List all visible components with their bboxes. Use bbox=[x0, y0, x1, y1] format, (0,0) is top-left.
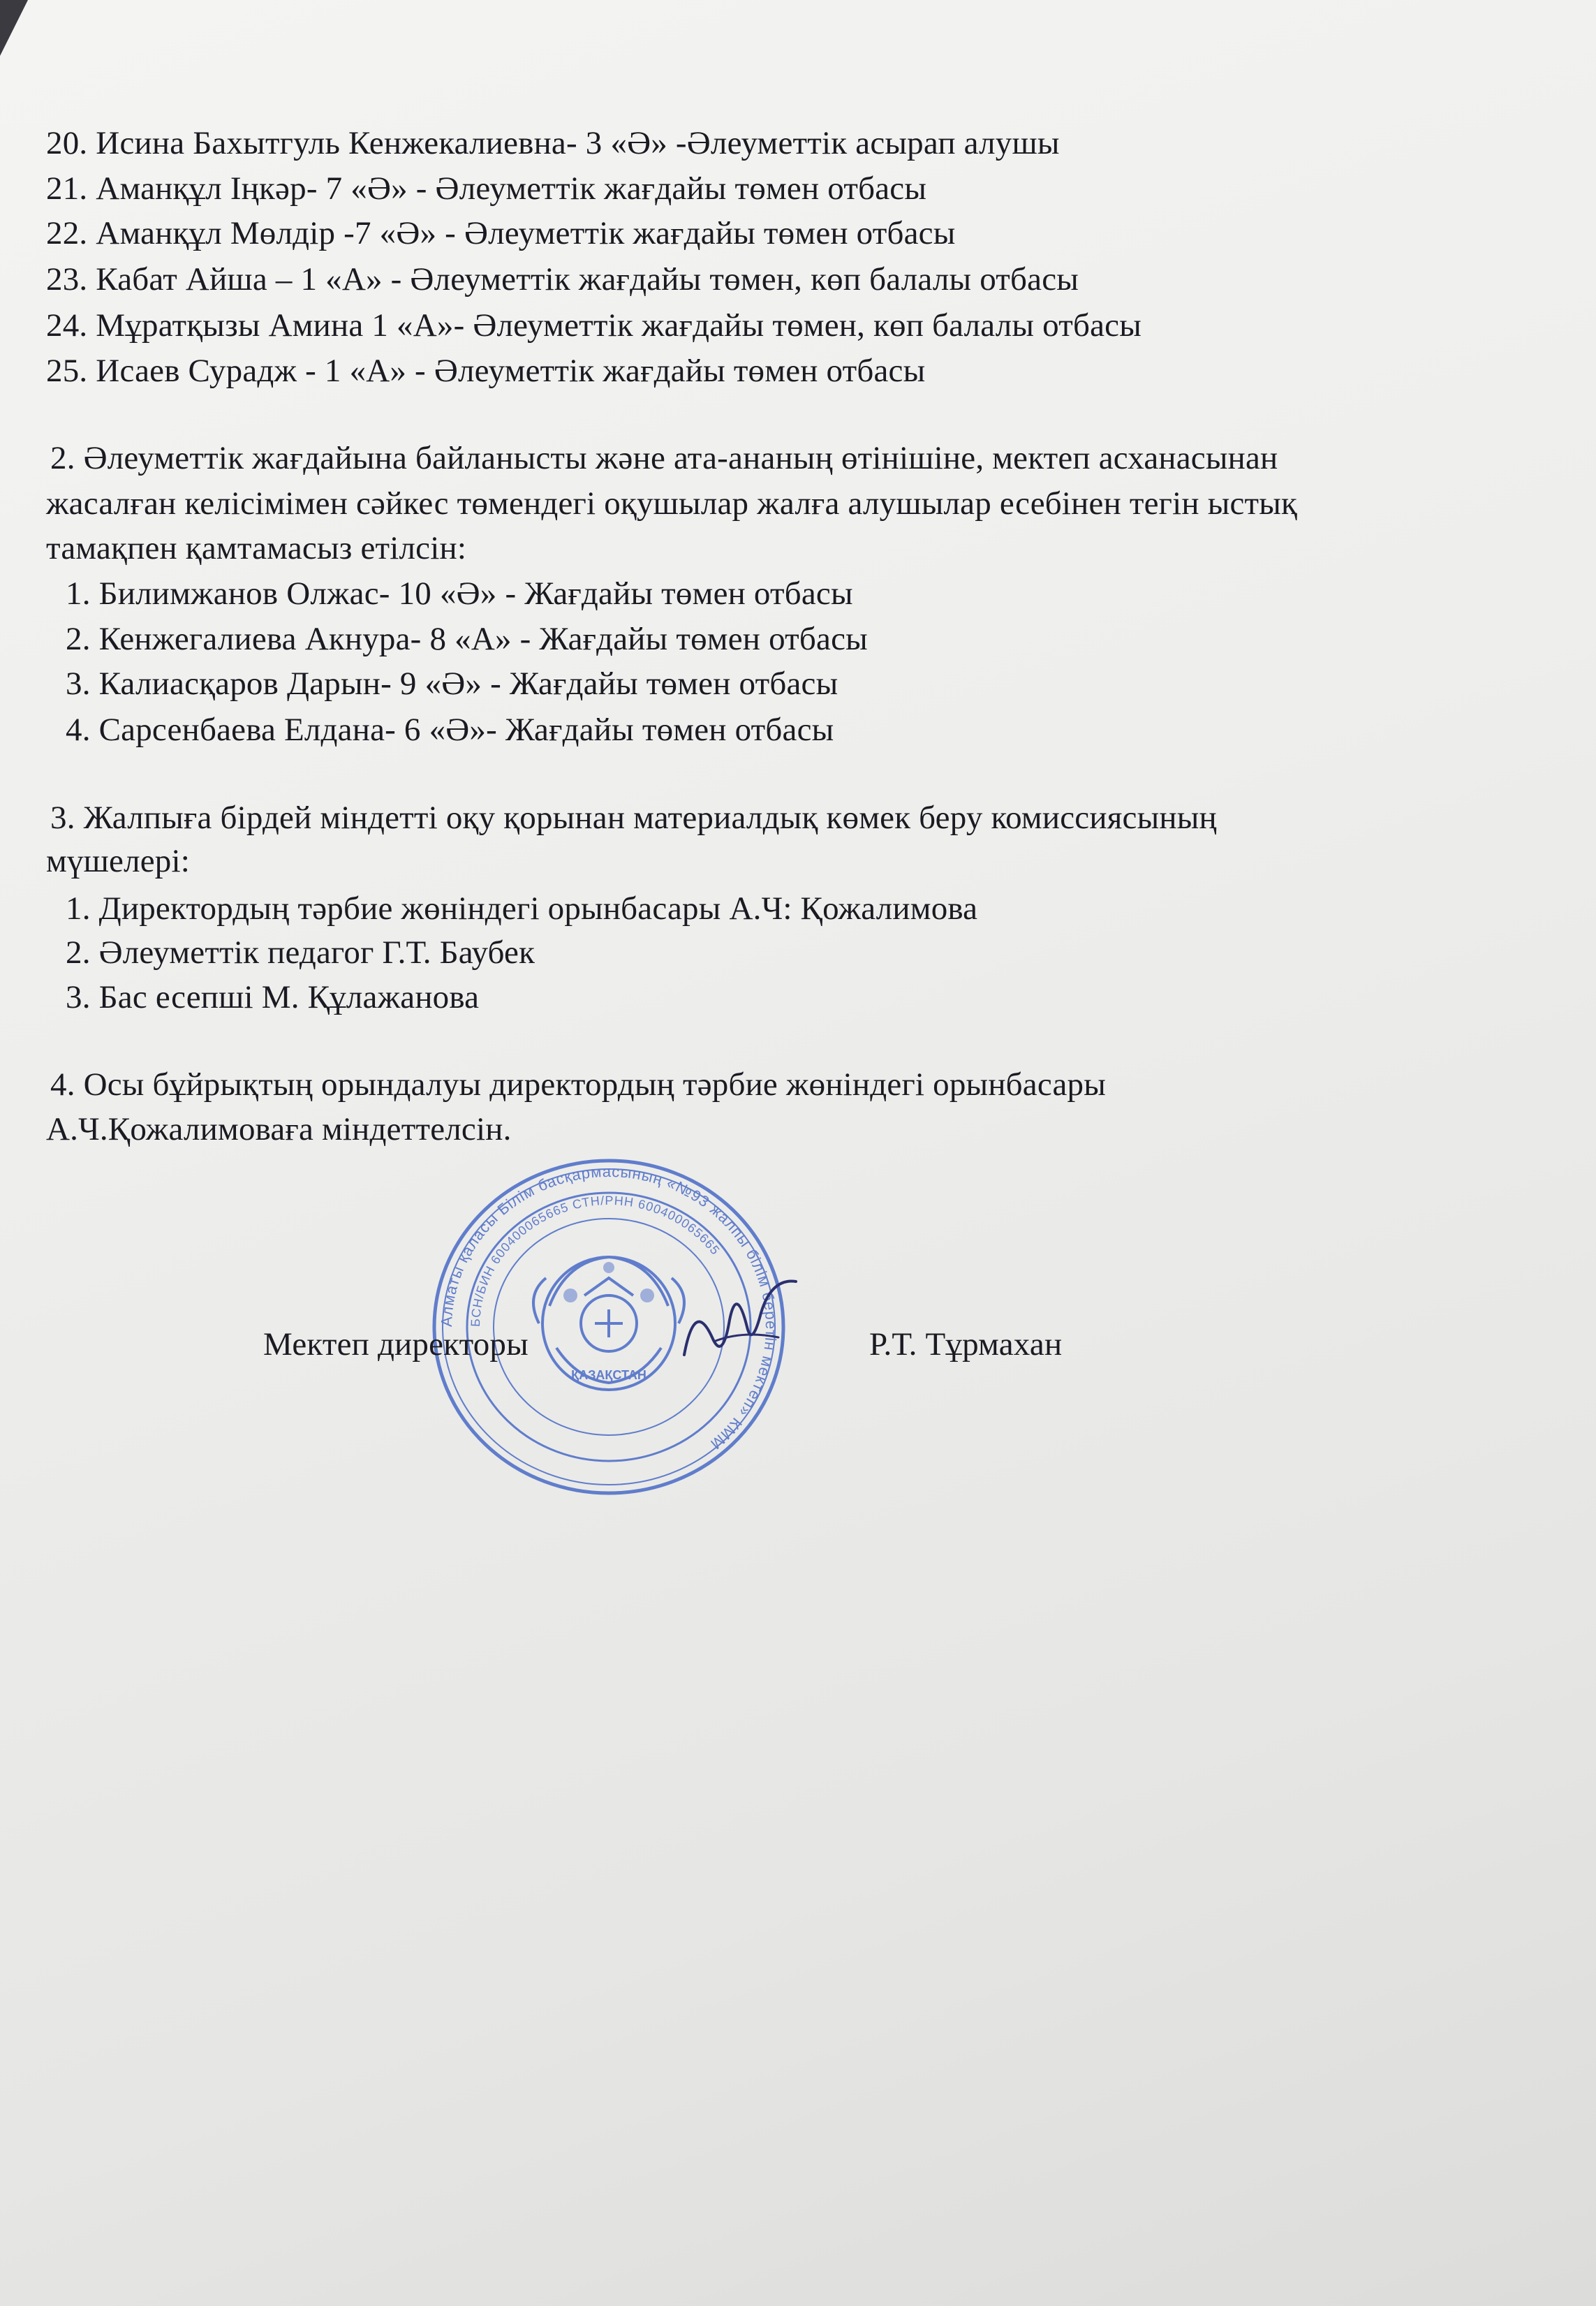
page-corner-shadow bbox=[0, 0, 28, 56]
section-2-item-1: 1. Билимжанов Олжас- 10 «Ә» - Жағдайы төмен отбасы bbox=[66, 575, 853, 612]
section-4-line-2: А.Ч.Қожалимоваға міндеттелсін. bbox=[46, 1111, 512, 1147]
section-4-line-1: 4. Осы бұйрықтың орындалуы директордың тәрбие жөніндегі орынбасары bbox=[50, 1066, 1107, 1103]
section-3-item-1: 1. Директордың тәрбие жөніндегі орынбасары А.Ч: Қожалимова bbox=[66, 890, 978, 927]
list-item-24: 24. Мұратқызы Амина 1 «А»- Әлеуметтік жағдайы төмен, көп балалы отбасы bbox=[46, 307, 1141, 344]
section-3-item-2: 2. Әлеуметтік педагог Г.Т. Баубек bbox=[66, 934, 535, 971]
handwritten-signature bbox=[674, 1271, 806, 1376]
section-2-item-2: 2. Кенжегалиева Акнура- 8 «А» - Жағдайы төмен отбасы bbox=[66, 621, 868, 657]
stamp-inner-ring-text: БСН/БИН 600400065665 СТН/РНН 600400065665 bbox=[468, 1193, 723, 1328]
section-3-line-1: 3. Жалпыға бірдей міндетті оқу қорынан материалдық көмек беру комиссиясының bbox=[50, 800, 1217, 836]
section-2-line-1: 2. Әлеуметтік жағдайына байланысты және ата-ананың өтінішіне, мектеп асханасынан bbox=[50, 440, 1278, 476]
section-2-item-3: 3. Калиасқаров Дарын- 9 «Ә» - Жағдайы төмен отбасы bbox=[66, 666, 838, 702]
section-3-line-2: мүшелері: bbox=[46, 843, 191, 879]
stamp-center-text: ҚАЗАҚСТАН bbox=[571, 1368, 646, 1382]
director-name: Р.Т. Тұрмахан bbox=[869, 1326, 1063, 1363]
list-item-21: 21. Аманқұл Іңкәр- 7 «Ә» - Әлеуметтік жағдайы төмен отбасы bbox=[46, 170, 927, 207]
section-2-line-3: тамақпен қамтамасыз етілсін: bbox=[46, 530, 467, 566]
list-item-23: 23. Кабат Айша – 1 «А» - Әлеуметтік жағдайы төмен, көп балалы отбасы bbox=[46, 261, 1079, 298]
section-2-line-2: жасалған келісімімен сәйкес төмендегі оқушылар жалға алушылар есебінен тегін ыстық bbox=[46, 485, 1298, 522]
section-3-item-3: 3. Бас есепші М. Құлажанова bbox=[66, 979, 480, 1015]
director-title: Мектеп директоры bbox=[263, 1326, 529, 1363]
list-item-22: 22. Аманқұл Мөлдір -7 «Ә» - Әлеуметтік жағдайы төмен отбасы bbox=[46, 215, 956, 251]
stamp-outer-ring-text: Алматы қаласы Білім басқармасының «№93 жалпы білім беретін мектеп» КММ bbox=[437, 1162, 781, 1453]
list-item-20: 20. Исина Бахытгуль Кенжекалиевна- 3 «Ә» -Әлеуметтік асырап алушы bbox=[46, 125, 1060, 161]
section-2-item-4: 4. Сарсенбаева Елдана- 6 «Ә»- Жағдайы төмен отбасы bbox=[66, 712, 834, 748]
list-item-25: 25. Исаев Сурадж - 1 «А» - Әлеуметтік жағдайы төмен отбасы bbox=[46, 353, 926, 389]
